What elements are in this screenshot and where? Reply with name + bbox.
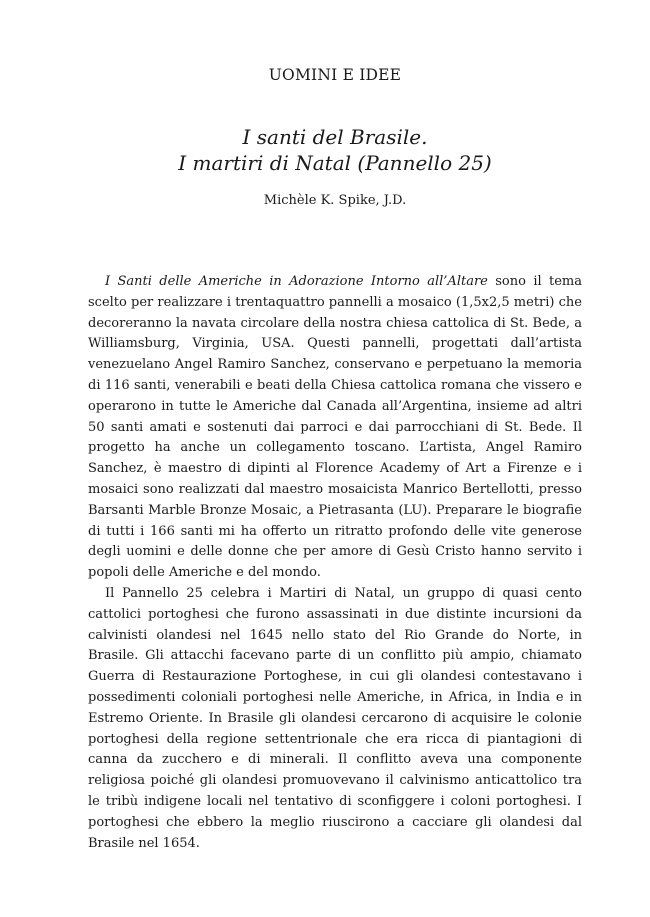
article-body [88,272,582,854]
paragraph-text: Il Pannello 25 celebra i Martiri di Natal, un gruppo di quasi cento cattolici portoghesi che furono assassinati in due distinte incursioni da calvinisti olandesi nel 1645 nello stato del Rio Grande do Norte, in Brasile. Gli attacchi facevano parte di un conflitto più ampio, chiamato Guerra di Restaurazione Portoghese, in cui gli olandesi contestavano i possedimenti coloniali portoghesi nelle Americhe, in Africa, in India e in Estremo Oriente. In Brasile gli olandesi cercarono di acquisire le colonie portoghesi della regione settentrionale che era ricca di piantagioni di canna da zucchero e di minerali. Il conflitto aveva una componente religiosa poiché gli olandesi promuovevano il calvinismo anticattolico tra le tribù indigene locali nel tentativo di sconfiggere i coloni portoghesi. I portoghesi che ebbero la meglio riuscirono a cacciare gli olandesi dal Brasile nel 1654. [88,585,582,851]
section-heading: UOMINI E IDEE [268,66,402,84]
paragraph [88,272,582,584]
article-author: Michèle K. Spike, J.D. [263,193,407,208]
paragraph [88,584,582,854]
article-title-line-2: I martiri di Natal (Pannello 25) [178,151,492,175]
article-title [88,124,582,176]
paragraph-italic-lead: I Santi delle Americhe in Adorazione Intorno all’Altare [105,274,488,289]
paragraph-text: sono il tema scelto per realizzare i trentaquattro pannelli a mosaico (1,5x2,5 metri) che decoreranno la navata circolare della nostra chiesa cattolica di St. Bede, a Williamsburg, Virginia, USA. Questi pannelli, progettati dall’artista venezuelano Angel Ramiro Sanchez, conservano e perpetuano la memoria di 116 santi, venerabili e beati della Chiesa cattolica romana che vissero e operarono in tutte le Americhe dal Canada all’Argentina, insieme ad altri 50 santi amati e sostenuti dai parroci e dai parrocchiani di St. Bede. Il progetto ha anche un collegamento toscano. L’artista, Angel Ramiro Sanchez, è maestro di dipinti al Florence Academy of Art a Firenze e i mosaici sono realizzati dal maestro mosaicista Manrico Bertellotti, presso Barsanti Marble Bronze Mosaic, a Pietrasanta (LU). Preparare le biografie di tutti i 166 santi mi ha offerto un ritratto profondo delle vite generose degli uomini e delle donne che per amore di Gesù Cristo hanno servito i popoli delle Americhe e del mondo. [88,274,583,581]
document-page [88,0,582,917]
article-title-line-1: I santi del Brasile. [242,125,428,149]
